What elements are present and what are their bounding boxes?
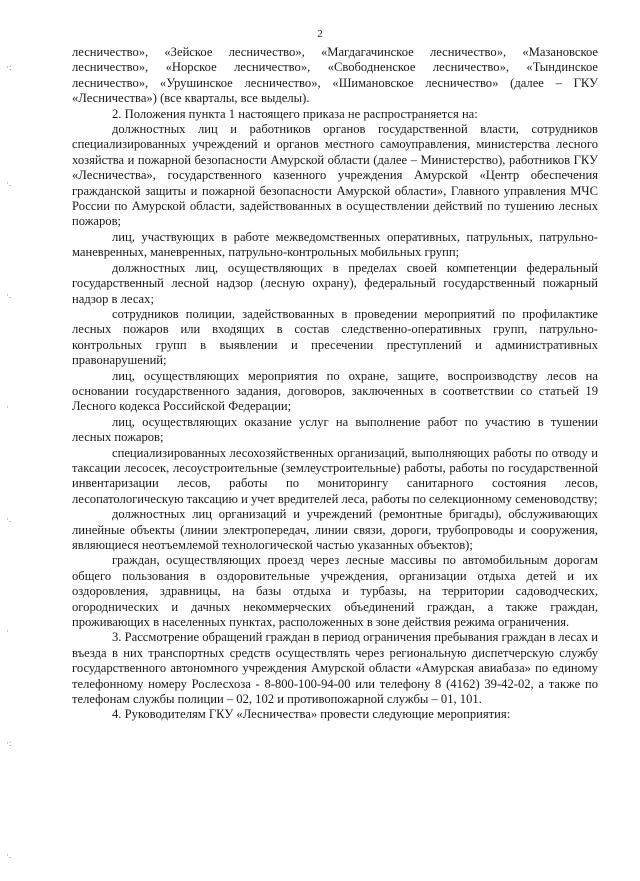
paragraph-item-3: 3. Рассмотрение обращений граждан в период ограничения пребывания граждан в лесах и въезда в них транспортных средств осуществлять через региональную диспетчерскую службу государственного автономного учреждения Амурской области «Амурская авиабаза» по единому телефонному номеру Рослесхоза - 8-800-100-94-00 или телефону 8 (4162) 39-42-02, а также по телефонам службы полиции – 02, 102 и противопожарной службы – 01, 101. <box>72 630 598 707</box>
paragraph-citizens-transit: граждан, осуществляющих проезд через лесные массивы по автомобильным дорогам общего пользования в оздоровительные учреждения, организации отдыха детей и их оздоровления, здравницы, на базы отдыха и турбазы, на территории садоводческих, огороднических и дачных некоммерческих объединений граждан, а также граждан, проживающих в населенных пунктах, расположенных в зоне действия режима ограничения. <box>72 553 598 630</box>
scan-artifact: ·. <box>6 514 12 524</box>
paragraph-officials: должностных лиц и работников органов государственной власти, сотрудников специализированных учреждений и органов местного самоуправления, министерства лесного хозяйства и пожарной безопасности Амурской области (далее – Министерство), работников ГКУ «Лесничества», государственного казенного учреждения Амурской «Центр обеспечения гражданской защиты и пожарной безопасности Амурской области», Главного управления МЧС России по Амурской области, задействованных в осуществлении действий по тушению лесных пожаров; <box>72 122 598 229</box>
page-number: 2 <box>317 28 323 40</box>
scan-artifact: ·. <box>6 178 12 188</box>
scan-artifact: ·. <box>6 850 12 860</box>
scan-artifact: · <box>6 402 9 412</box>
paragraph-list-continuation: лесничество», «Зейское лесничество», «Магдагачинское лесничество», «Мазановское лесничество», «Норское лесничество», «Свободненское лесничество», «Тындинское лесничество», «Урушинское лесничество», «Шимановское лесничество» (далее – ГКУ «Лесничества») (все кварталы, все выделы). <box>72 45 598 106</box>
paragraph-item-2: 2. Положения пункта 1 настоящего приказа не распространяется на: <box>112 106 478 121</box>
scan-artifact: ·: <box>6 738 12 748</box>
paragraph-forest-supervision: должностных лиц, осуществляющих в пределах своей компетенции федеральный государственный лесной надзор (лесную охрану), федеральный государственный пожарный надзор в лесах; <box>72 260 598 306</box>
paragraph-forest-protection: лиц, осуществляющих мероприятия по охране, защите, воспроизводству лесов на основании государственного задания, договоров, заключенных в соответствии со статьей 19 Лесного кодекса Российской Федерации; <box>72 368 598 414</box>
scan-artifact: ·: <box>6 62 12 72</box>
paragraph-firefighting-services: лиц, осуществляющих оказание услуг на выполнение работ по участию в тушении лесных пожаров; <box>72 414 598 445</box>
paragraph-repair-crews: должностных лиц организаций и учреждений (ремонтные бригады), обслуживающих линейные объекты (линии электропередач, линии связи, дороги, трубопроводы и сооружения, являющиеся неотъемлемой технологической частью указанных объектов); <box>72 507 598 552</box>
scan-artifact: ·. <box>6 290 12 300</box>
paragraph-forestry-organizations: специализированных лесохозяйственных организаций, выполняющих работы по отводу и таксации лесосек, лесоустроительные (землеустроительные) работы, работы по государственной инвентаризации лесов, работы по мониторингу санитарного состояния лесов, лесопатологическую таксацию и учет вредителей леса, работы по селекционному семеноводству; <box>72 445 598 506</box>
scan-artifact: · <box>6 626 9 636</box>
paragraph-patrol-groups: лиц, участвующих в работе межведомственных оперативных, патрульных, патрульно-маневренных, маневренных, патрульно-контрольных мобильных групп; <box>72 229 598 260</box>
paragraph-police: сотрудников полиции, задействованных в проведении мероприятий по профилактике лесных пожаров или входящих в состав следственно-оперативных групп, патрульно-контрольных групп в выявлении и пресечении преступлений и административных правонарушений; <box>72 306 598 368</box>
document-body <box>72 45 598 723</box>
paragraph-item-4: 4. Руководителям ГКУ «Лесничества» провести следующие мероприятия: <box>112 707 511 722</box>
